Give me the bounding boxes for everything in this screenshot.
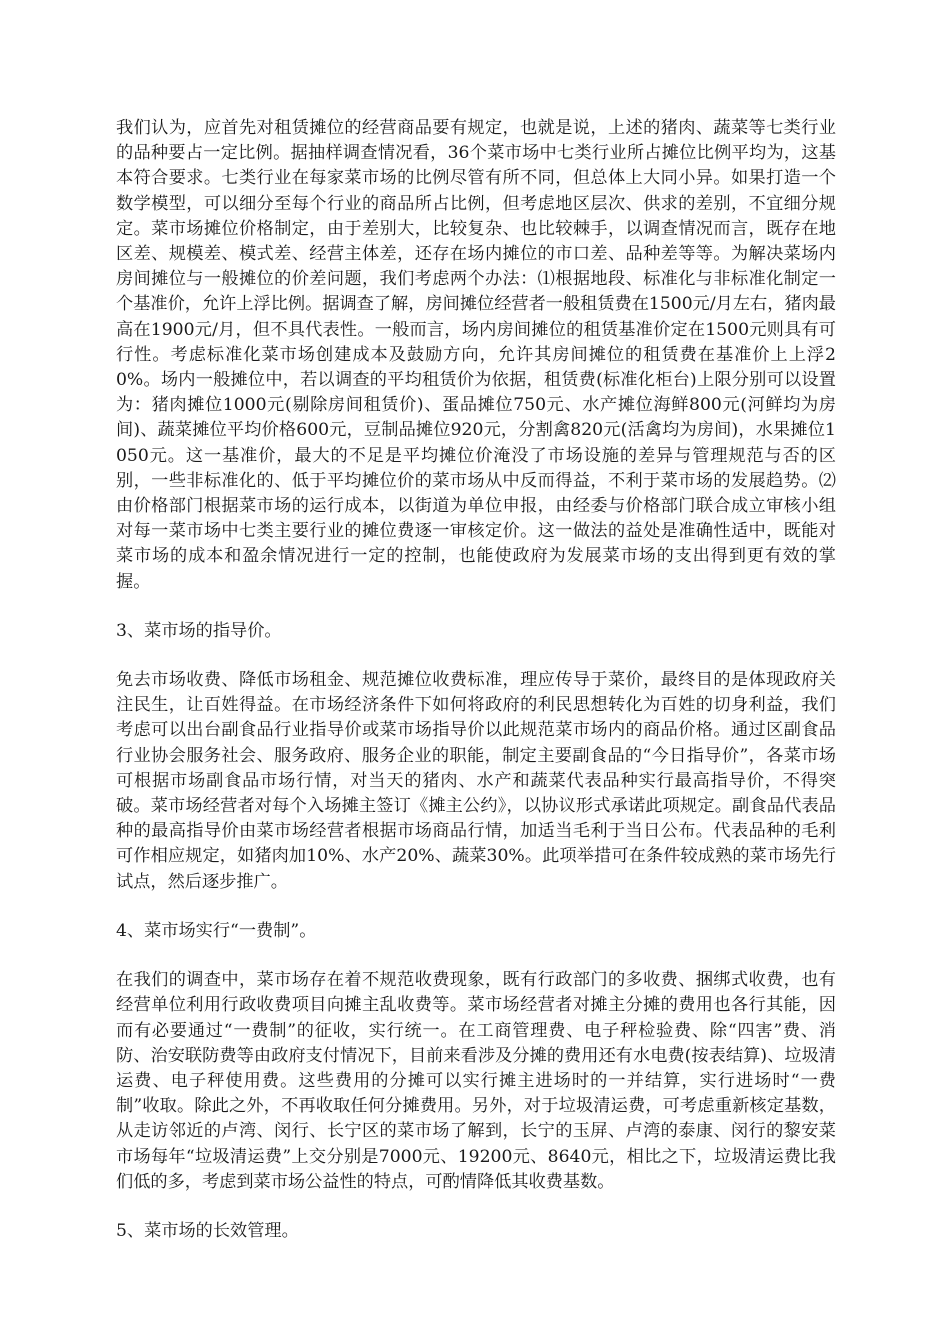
paragraph-single-fee: 在我们的调查中，菜市场存在着不规范收费现象，既有行政部门的多收费、捆绑式收费，也有经营单位利用行政收费项目向摊主乱收费等。菜市场经营者对摊主分摊的费用也各行其能，因而有必要通过“一费制”的征收，实行统一。在工商管理费、电子秤检验费、除“四害”费、消防、治安联防费等由政府支付情况下，目前来看涉及分摊的费用还有水电费(按表结算)、垃圾清运费、电子秤使用费。这些费用的分摊可以实行摊主进场时的一并结算，实行进场时“一费制”收取。除此之外，不再收取任何分摊费用。另外，对于垃圾清运费，可考虑重新核定基数，从走访邻近的卢湾、闵行、长宁区的菜市场了解到，长宁的玉屏、卢湾的泰康、闵行的黎安菜市场每年“垃圾清运费”上交分别是7000元、19200元、8640元，相比之下，垃圾清运费比我们低的多，考虑到菜市场公益性的特点，可酌情降低其收费基数。 [116, 970, 836, 1192]
document-page [116, 116, 836, 1244]
paragraph-gap [116, 644, 836, 668]
paragraph-stall-pricing: 我们认为，应首先对租赁摊位的经营商品要有规定，也就是说，上述的猪肉、蔬菜等七类行业的品种要占一定比例。据抽样调查情况看，36个菜市场中七类行业所占摊位比例平均为，这基本符合要求。七类行业在每家菜市场的比例尽管有所不同，但总体上大同小异。如果打造一个数学模型，可以细分至每个行业的商品所占比例，但考虑地区层次、供求的差别，不宜细分规定。菜市场摊位价格制定，由于差别大，比较复杂、也比较棘手，以调查情况而言，既存在地区差、规模差、模式差、经营主体差，还存在场内摊位的市口差、品种差等等。为解决菜场内房间摊位与一般摊位的价差问题，我们考虑两个办法：⑴根据地段、标准化与非标准化制定一个基准价，允许上浮比例。据调查了解，房间摊位经营者一般租赁费在1500元/月左右，猪肉最高在1900元/月，但不具代表性。一般而言，场内房间摊位的租赁基准价定在1500元则具有可行性。考虑标准化菜市场创建成本及鼓励方向，允许其房间摊位的租赁费在基准价上上浮20%。场内一般摊位中，若以调查的平均租赁价为依据，租赁费(标准化柜台)上限分别可以设置为：猪肉摊位1000元(剔除房间租赁价)、蛋品摊位750元、水产摊位海鲜800元(河鲜均为房间)、蔬菜摊位平均价格600元，豆制品摊位920元，分割禽820元(活禽均为房间)，水果摊位1050元。这一基准价，最大的不足是平均摊位价淹没了市场设施的差异与管理规范与否的区别，一些非标准化的、低于平均摊位价的菜市场从中反而得益，不利于菜市场的发展趋势。⑵由价格部门根据菜市场的运行成本，以街道为单位申报，由经委与价格部门联合成立审核小组对每一菜市场中七类主要行业的摊位费逐一审核定价。这一做法的益处是准确性适中，既能对菜市场的成本和盈余情况进行一定的控制，也能使政府为发展菜市场的支出得到更有效的掌握。 [116, 118, 836, 592]
paragraph-gap [116, 1195, 836, 1219]
paragraph-guide-price: 免去市场收费、降低市场租金、规范摊位收费标准，理应传导于菜价，最终目的是体现政府关注民生，让百姓得益。在市场经济条件下如何将政府的利民思想转化为百姓的切身利益，我们考虑可以出台副食品行业指导价或菜市场指导价以此规范菜市场内的商品价格。通过区副食品行业协会服务社会、服务政府、服务企业的职能，制定主要副食品的“今日指导价”，各菜市场可根据市场副食品市场行情，对当天的猪肉、水产和蔬菜代表品种实行最高指导价，不得突破。菜市场经营者对每个入场摊主签订《摊主公约》，以协议形式承诺此项规定。副食品代表品种的最高指导价由菜市场经营者根据市场商品行情，加适当毛利于当日公布。代表品种的毛利可作相应规定，如猪肉加10%、水产20%、蔬菜30%。此项举措可在条件较成熟的菜市场先行试点，然后逐步推广。 [116, 670, 836, 892]
paragraph-gap [116, 895, 836, 919]
section-heading-3: 3、菜市场的指导价。 [116, 620, 282, 641]
section-heading-5: 5、菜市场的长效管理。 [116, 1220, 299, 1241]
paragraph-gap [116, 944, 836, 968]
paragraph-gap [116, 595, 836, 619]
section-heading-4: 4、菜市场实行“一费制”。 [116, 920, 317, 941]
